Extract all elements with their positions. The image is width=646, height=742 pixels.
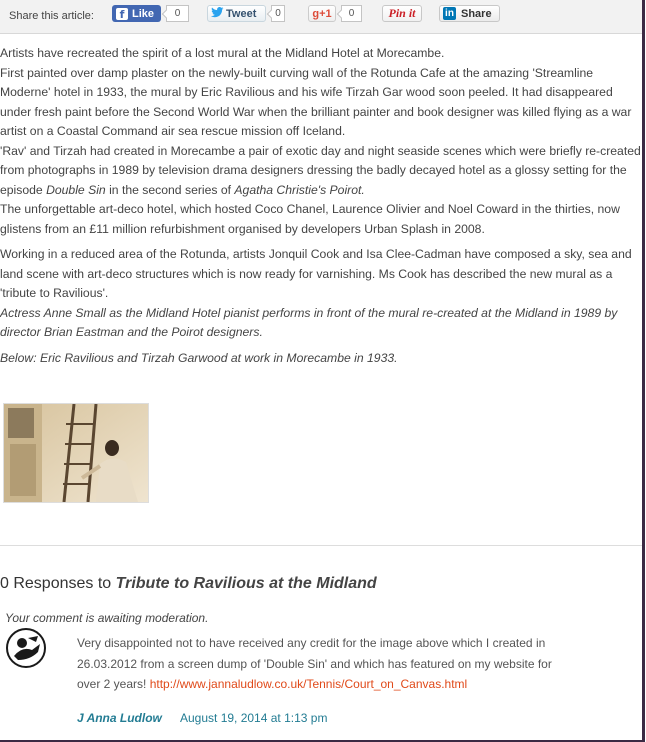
- facebook-like-button[interactable]: [112, 5, 161, 22]
- comment-link[interactable]: http://www.jannaludlow.co.uk/Tennis/Court_on_Canvas.html: [149, 677, 468, 691]
- article-paragraph: 'Rav' and Tirzah had created in Morecambe a pair of exotic day and night seaside scenes which were briefly re-created from photographs in 1989 by television drama designers dressing the badly decayed hotel as a glossy setting for the episode Double Sin in the second series of Agatha Christie's Poirot.: [0, 143, 641, 197]
- share-bar: [0, 0, 642, 34]
- linkedin-share-label: Share: [461, 7, 492, 20]
- article-paragraph: The unforgettable art-deco hotel, which hosted Coco Chanel, Laurence Olivier and Noel Coward in the thirties, now glistens from an £11 million refurbishment organised by developers Urban Splash in 2008.: [0, 202, 620, 236]
- comment-author[interactable]: J Anna Ludlow: [77, 711, 162, 725]
- facebook-like-label: Like: [132, 7, 155, 20]
- article-paragraph: Artists have recreated the spirit of a lost mural at the Midland Hotel at Morecambe.: [0, 46, 445, 60]
- facebook-icon: f: [116, 8, 128, 20]
- linkedin-share-button[interactable]: [439, 5, 500, 22]
- google-plus-button[interactable]: [308, 5, 336, 22]
- article-paragraph: Working in a reduced area of the Rotunda, artists Jonquil Cook and Isa Clee-Cadman have composed a sky, sea and land scene with art-deco structures which is now ready for varnishing. Ms Cook has described the new mural as a 'tribute to Ravilious'.: [0, 247, 632, 300]
- moderation-notice: Your comment is awaiting moderation.: [5, 611, 209, 625]
- tweet-button[interactable]: [207, 5, 266, 22]
- post-title: Tribute to Ravilious at the Midland: [115, 575, 377, 592]
- comment-date[interactable]: August 19, 2014 at 1:13 pm: [180, 711, 328, 725]
- linkedin-icon: in: [443, 7, 456, 20]
- article-paragraph: First painted over damp plaster on the newly-built curving wall of the Rotunda Cafe at the amazing 'Streamline Moderne' hotel in 1933, the mural by Eric Ravilious and his wife Tirzah Gar wood soon peeled. It had disappeared under fresh paint before the Second World War when the brilliant painter and book designer was killed flying as a war artist on a Coastal Command air sea rescue mission off Iceland.: [0, 65, 632, 138]
- tweet-label: Tweet: [226, 7, 257, 20]
- tweet-count: 0: [271, 5, 285, 22]
- pinterest-label: Pin it: [388, 6, 416, 20]
- responses-heading: [0, 575, 377, 593]
- avatar-icon: [6, 628, 46, 668]
- pinterest-button[interactable]: [382, 5, 422, 22]
- comments-divider: [0, 545, 642, 546]
- twitter-bird-icon: [211, 7, 224, 21]
- ravilious-photo[interactable]: [3, 403, 149, 503]
- comment-text: Very disappointed not to have received any credit for the image above which I created in 26.03.2012 from a screen dump of 'Double Sin' and which has featured on my website for over 2 years! http://www.jannaludlow.co.uk/Tennis/Court_on_Canvas.html: [77, 636, 552, 691]
- facebook-like-count: 0: [166, 5, 189, 22]
- responses-count: 0 Responses to: [0, 575, 116, 592]
- article-caption: Below: Eric Ravilious and Tirzah Garwood at work in Morecambe in 1933.: [0, 350, 398, 365]
- google-plus-count: 0: [341, 5, 362, 22]
- article-body: [0, 44, 642, 368]
- article-caption: Actress Anne Small as the Midland Hotel pianist performs in front of the mural re-created at the Midland in 1989 by director Brian Eastman and the Poirot designers.: [0, 305, 618, 339]
- google-plus-label: g+1: [312, 7, 332, 20]
- share-label: Share this article:: [9, 10, 94, 22]
